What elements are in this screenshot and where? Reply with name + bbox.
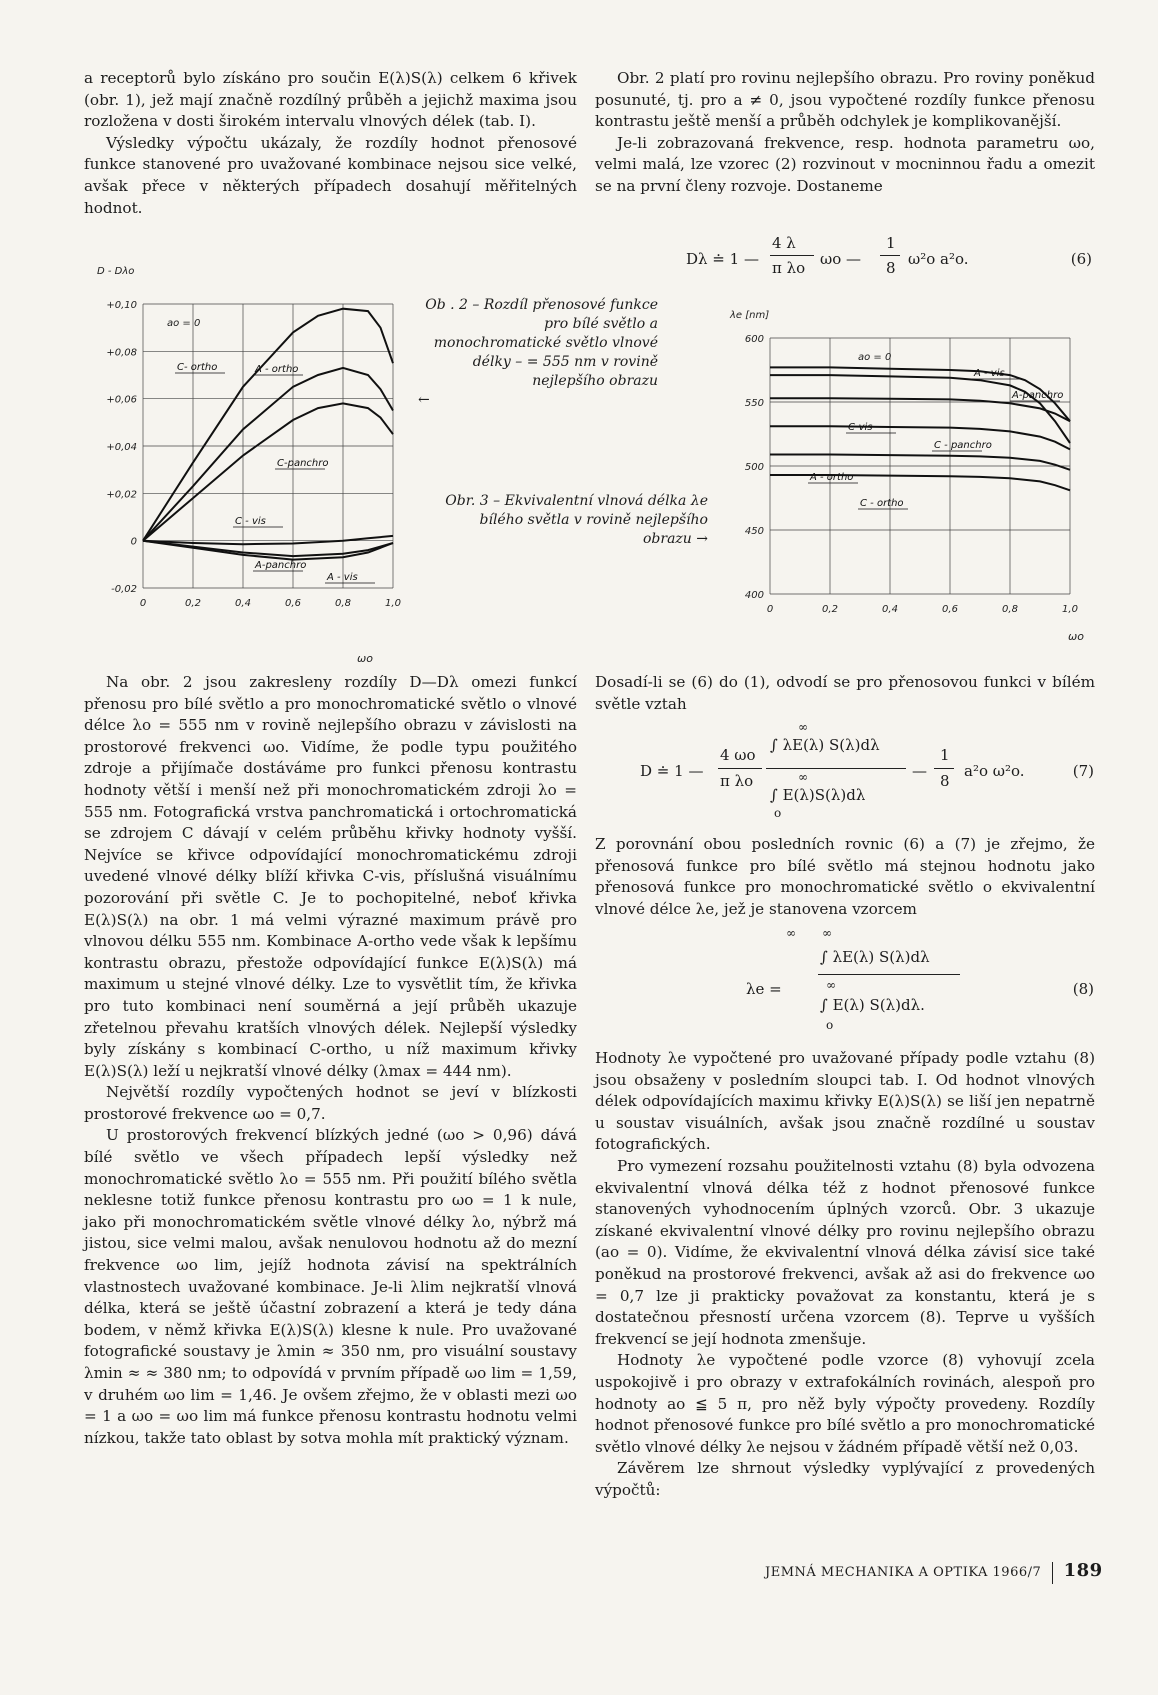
y-tick-label: 450: [744, 526, 764, 537]
series-line: [143, 368, 393, 541]
equation-number: (7): [1072, 762, 1094, 780]
series-line: [770, 455, 1070, 470]
fraction-bar: [934, 768, 954, 769]
series-label: A - vis: [327, 572, 358, 583]
series-label: C - ortho: [860, 498, 904, 509]
y-tick-label: 400: [744, 590, 764, 601]
y-tick-label: 500: [744, 462, 764, 473]
y-tick-label: +0,08: [106, 347, 137, 359]
x-tick-label: 0: [766, 604, 774, 615]
equation-6: [686, 232, 1096, 282]
equation-8: [746, 926, 1098, 1038]
eq-term: ω²o a²o.: [908, 250, 969, 268]
column-left-top: [84, 68, 577, 219]
paragraph: Z porovnání obou posledních rovnic (6) a (7) je zřejmo, že přenosová funkce pro bílé světlo má stejnou hodnotu jako přenosová funkce pro monochromatické světlo o ekvivalentní vlnové délce λe, jež je stanovena vzorcem: [595, 835, 1095, 918]
x-tick-label: 0,8: [1002, 604, 1018, 615]
eq-denominator: ∫ E(λ)S(λ)dλ: [770, 786, 866, 804]
series-line: [143, 536, 393, 544]
y-tick-label: 0: [130, 536, 137, 548]
column-right-bottom-2: [595, 1048, 1095, 1501]
series-label: A - vis: [974, 368, 1005, 379]
y-tick-label: 550: [744, 398, 764, 409]
figure-3-caption: Obr. 3 – Ekvivalentní vlnová délka λe bílého světla v rovině nejlepšího obrazu →: [445, 493, 708, 547]
journal-name: JEMNÁ MECHANIKA A OPTIKA 1966/7: [765, 1565, 1042, 1580]
column-right-top: [595, 68, 1095, 198]
integral-limit: o: [826, 1018, 834, 1032]
series-label: C- ortho: [177, 362, 218, 373]
eq-numerator: 4 λ: [772, 234, 796, 252]
y-tick-label: +0,02: [106, 489, 137, 501]
paragraph: Hodnoty λe vypočtené pro uvažované případy podle vztahu (8) jsou obsaženy v posledním sloupci tab. I. Od hodnot vlnových délek odpovídajících maximu křivky E(λ)S(λ) se liší jen nepatrně u soustav visuálních, avšak jsou značně rozdílné u soustav fotografických.: [595, 1049, 1095, 1154]
y-tick-label: -0,02: [111, 584, 137, 595]
eq-term: D ≐ 1 —: [640, 762, 704, 780]
footer-divider: [1052, 1562, 1053, 1584]
eq-denominator: π λo: [720, 772, 754, 790]
annotation: ao = 0: [167, 318, 201, 329]
x-tick-label: 1,0: [385, 598, 401, 609]
caption-arrow: →: [696, 531, 708, 547]
y-tick-label: +0,06: [106, 394, 137, 406]
paragraph: Závěrem lze shrnout výsledky vyplývající z provedených výpočtů:: [595, 1459, 1095, 1499]
column-right-bottom: [595, 672, 1095, 715]
fraction-bar: [818, 974, 960, 975]
series-label: A - ortho: [255, 364, 299, 375]
x-axis-label: ωo: [1068, 630, 1084, 643]
eq-term: Dλ ≐ 1 —: [686, 250, 759, 268]
integral-limit: ∞: [798, 720, 808, 734]
annotation: ao = 0: [858, 352, 892, 363]
equation-7: D ≐ 1 — 4 ωo π λo ∞ ∫ λE(λ) S(λ)dλ ∞ ∫ E(λ)S(λ)dλ o — 1 8 a²o ω²o. (7): [640, 720, 1094, 820]
eq-term: ωo —: [820, 250, 862, 268]
eq-numerator: ∫ λE(λ) S(λ)dλ: [820, 948, 930, 966]
figure-3-chart: [710, 302, 1100, 660]
x-tick-label: 0,6: [942, 604, 958, 615]
paragraph: Výsledky výpočtu ukázaly, že rozdíly hodnot přenosové funkce stanovené pro uvažované kombinace nejsou sice velké, avšak přece v některých případech dosahují měřitelných hodnot.: [84, 133, 577, 217]
x-axis-label: ωo: [357, 652, 373, 665]
series-label: C-vis: [848, 422, 873, 433]
page-footer: [765, 1560, 1105, 1584]
integral-limit: ∞: [798, 770, 808, 784]
series-label: C - panchro: [934, 440, 992, 451]
page-number: 189: [1063, 1560, 1103, 1581]
series-label: A - ortho: [810, 472, 854, 483]
eq-numerator: ∫ λE(λ) S(λ)dλ: [770, 736, 880, 754]
paragraph: Dosadí-li se (6) do (1), odvodí se pro přenosovou funkci v bílém světle vztah: [595, 673, 1095, 713]
x-tick-label: 0,2: [822, 604, 838, 615]
series-label: A-panchro: [1012, 390, 1064, 401]
y-tick-label: +0,04: [106, 442, 137, 453]
paragraph: a receptorů bylo získáno pro součin E(λ)S(λ) celkem 6 křivek (obr. 1), jež mají značně rozdílný průběh a jejichž maxima jsou rozložena v dosti širokém intervalu vlnových délek (tab. I).: [84, 69, 577, 131]
eq-denominator: 8: [886, 259, 896, 277]
series-line: [770, 426, 1070, 449]
equation-number: (6): [1070, 250, 1092, 268]
y-tick-label: 600: [744, 334, 764, 345]
x-tick-label: 0: [139, 598, 147, 609]
eq-numerator: 4 ωo: [720, 746, 756, 764]
fraction-bar: [718, 768, 762, 769]
fraction-bar: [880, 255, 900, 256]
x-tick-label: 0,4: [882, 604, 898, 615]
y-axis-label: D - Dλo: [97, 266, 135, 277]
paragraph: Na obr. 2 jsou zakresleny rozdíly D—Dλ omezi funkcí přenosu pro bílé světlo a pro monochromatické světlo o vlnové délce λo = 555 nm v rovině nejlepšího obrazu v závislosti na prostorové frekvenci ωo. Vidíme, že podle typu použitého zdroje a přijímače dostáváme pro funkci přenosu kontrastu hodnoty větší i menší než při monochromatickém zdroji λo = 555 nm. Fotografická vrstva panchromatická i ortochromatická se zdrojem C dávají v celém průběhu křivky hodnoty vyšší. Nejvíce se křivce odpovídající monochromatickému zdroji uvedené vlnové délky blíží křivka C-vis, příslušná visuálnímu pozorování při světle C. Je to pochopitelné, neboť křivka E(λ)S(λ) na obr. 1 má velmi výrazné maximum právě pro vlnovou délku 555 nm. Kombinace A-ortho vede však k lepšímu kontrastu obrazu, přestože odpovídající funkce E(λ)S(λ) má maximum u stejné vlnové délky. Lze to vysvětlit tím, že křivka pro tuto kombinaci není souměrná a její průběh ukazuje zřetelnou převahu kratších vlnových délek. Nejlepší výsledky byly získány s kombinací C-ortho, u níž maximum křivky E(λ)S(λ) leží u nejkratší vlnové délky (λmax = 444 nm).: [84, 673, 577, 1080]
series-line: [143, 309, 393, 541]
column-left-bottom: [84, 672, 577, 1449]
integral-limit: o: [774, 806, 782, 820]
eq-term: a²o ω²o.: [964, 762, 1025, 780]
x-tick-label: 0,2: [185, 598, 201, 609]
integral-limit: ∞: [786, 926, 796, 940]
paragraph: Pro vymezení rozsahu použitelnosti vztahu (8) byla odvozena ekvivalentní vlnová délka též z hodnot přenosové funkce stanovených vyhodnocením úplných vzorců. Obr. 3 ukazuje získané ekvivalentní vlnové délky pro rovinu nejlepšího obrazu (ao = 0). Vidíme, že ekvivalentní vlnová délka závisí sice také poněkud na prostorové frekvenci, avšak až asi do frekvence ωo = 0,7 lze ji prakticky považovat za konstantu, která je s dostatečnou přesností určena vzorcem (8). Teprve u vyšších frekvencí se její hodnota zmenšuje.: [595, 1156, 1095, 1348]
x-tick-label: 0,6: [285, 598, 301, 609]
equation-number: (8): [1072, 980, 1094, 998]
fraction-bar: [770, 255, 814, 256]
eq-numerator: 1: [940, 746, 950, 764]
caption-arrow: ←: [418, 392, 430, 408]
eq-term: λe =: [746, 980, 782, 998]
series-label: C - vis: [235, 516, 266, 527]
series-label: C-panchro: [277, 458, 329, 469]
paragraph: Největší rozdíly vypočtených hodnot se jeví v blízkosti prostorové frekvence ωo = 0,7.: [84, 1083, 577, 1123]
series-label: A-panchro: [255, 560, 307, 571]
eq-denominator: π λo: [772, 259, 806, 277]
x-tick-label: 1,0: [1062, 604, 1078, 615]
eq-numerator: 1: [886, 234, 896, 252]
paragraph: U prostorových frekvencí blízkých jedné (ωo > 0,96) dává bílé světlo ve všech případech lepší výsledky než monochromatické světlo λo = 555 nm. Při použití bílého světla neklesne totiž funkce přenosu kontrastu pro ωo = 1 k nule, jako při monochromatickém světle vlnové délky λo, nýbrž má jistou, sice velmi malou, avšak nenulovou hodnotu až do mezní frekvence ωo lim, jejíž hodnota závisí na spektrálních vlastnostech uvažované kombinace. Je-li λlim nejkratší vlnová délka, která se ještě účastní zobrazení a která je tedy dána bodem, v němž křivka E(λ)S(λ) klesne k nule. Pro uvažované fotografické soustavy je λmin ≈ 350 nm, pro visuální soustavy λmin ≈ ≈ 380 nm; to odpovídá v prvním případě ωo lim = 1,59, v druhém ωo lim = 1,46. Je ovšem zřejmo, že v oblasti mezi ωo = 1 a ωo = ωo lim má funkce přenosu kontrastu hodnotu velmi nízkou, takže tato oblast by sotva mohla mít praktický význam.: [84, 1126, 577, 1447]
column-right-mid: [595, 834, 1095, 920]
eq-denominator: 8: [940, 772, 950, 790]
x-tick-label: 0,4: [235, 598, 251, 609]
figure-2-chart: [95, 262, 415, 668]
y-axis-label: λe [nm]: [730, 310, 770, 321]
paragraph: Obr. 2 platí pro rovinu nejlepšího obrazu. Pro roviny poněkud posunuté, tj. pro a ≠ 0, jsou vypočtené rozdíly funkce přenosu kontrastu ještě menší a průběh odchylek je komplikovanější.: [595, 69, 1095, 131]
eq-denominator: ∫ E(λ) S(λ)dλ.: [820, 996, 925, 1014]
y-tick-label: +0,10: [106, 300, 137, 311]
figure-2-caption: Ob . 2 – Rozdíl přenosové funkce pro bílé světlo a monochromatické světlo vlnové délky – = 555 nm v rovině nejlepšího obrazu ←: [418, 297, 658, 408]
fraction-bar: [766, 768, 906, 769]
series-line: [143, 403, 393, 540]
paragraph: Hodnoty λe vypočtené podle vzorce (8) vyhovují zcela uspokojivě i pro obrazy v extrafokálních rovinách, alespoň pro hodnoty ao ≦ 5 π, pro něž byly výpočty provedeny. Rozdíly hodnot přenosové funkce pro bílé světlo a pro monochromatické světlo vlnové délky λe nejsou v žádném případě větší než 0,03.: [595, 1351, 1095, 1456]
x-tick-label: 0,8: [335, 598, 351, 609]
integral-limit: ∞: [826, 978, 836, 992]
series-line: [770, 375, 1070, 443]
paragraph: Je-li zobrazovaná frekvence, resp. hodnota parametru ωo, velmi malá, lze vzorec (2) rozvinout v mocninnou řadu a omezit se na první členy rozvoje. Dostaneme: [595, 133, 1095, 195]
integral-limit: ∞: [822, 926, 832, 940]
